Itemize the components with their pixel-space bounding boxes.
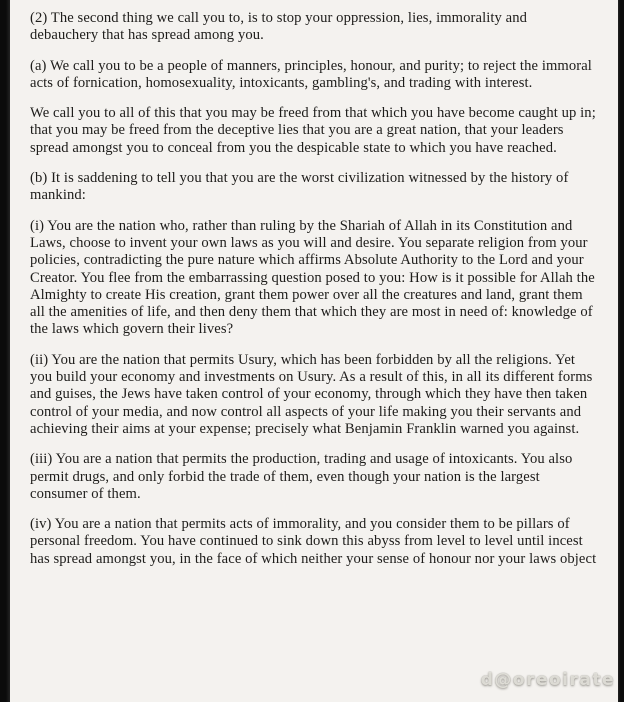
paragraph: (ii) You are the nation that permits Usury, which has been forbidden by all the religions. Yet you build your economy and investments on Usury. As a result of this, in all its different forms and guises, the Jews have taken control of your economy, through which they have then taken control of your media, and now control all aspects of your life making you their servants and achieving their aims at your expense; precisely what Benjamin Franklin warned you against. xyxy=(30,351,593,437)
paragraph: (2) The second thing we call you to, is to stop your oppression, lies, immorality and debauchery that has spread among you. xyxy=(30,10,528,44)
watermark: d@oreoirate xyxy=(480,670,615,690)
paragraph: We call you to all of this that you may be freed from that which you have become caught up in; that you may be freed from the deceptive lies that you are a great nation, that your leaders spread amongst you to conceal from you the despicable state to which you have reached. xyxy=(30,105,596,156)
paragraph: (iv) You are a nation that permits acts of immorality, and you consider them to be pillars of personal freedom. You have continued to sink down this abyss from level to level until incest has spread amongst you, in the face of which neither your sense of honour nor your laws object xyxy=(30,516,597,567)
paragraph: (b) It is saddening to tell you that you are the worst civilization witnessed by the history of mankind: xyxy=(30,170,569,204)
right-edge-bar xyxy=(618,0,624,702)
paragraph: (iii) You are a nation that permits the production, trading and usage of intoxicants. You also permit drugs, and only forbid the trade of them, even though your nation is the largest consumer of them. xyxy=(30,451,573,502)
left-edge-bar xyxy=(0,0,10,702)
document-body xyxy=(30,10,597,581)
paragraph: (a) We call you to be a people of manners, principles, honour, and purity; to reject the immoral acts of fornication, homosexuality, intoxicants, gambling's, and trading with interest. xyxy=(30,57,592,91)
paragraph: (i) You are the nation who, rather than ruling by the Shariah of Allah in its Constitution and Laws, choose to invent your own laws as you will and desire. You separate religion from your policies, contradicting the pure nature which affirms Absolute Authority to the Lord and your Creator. You flee from the embarrassing question posed to you: How is it possible for Allah the Almighty to create His creation, grant them power over all the creatures and land, grant them all the amenities of life, and then deny them that which they are most in need of: knowledge of the laws which govern their lives? xyxy=(30,217,595,338)
